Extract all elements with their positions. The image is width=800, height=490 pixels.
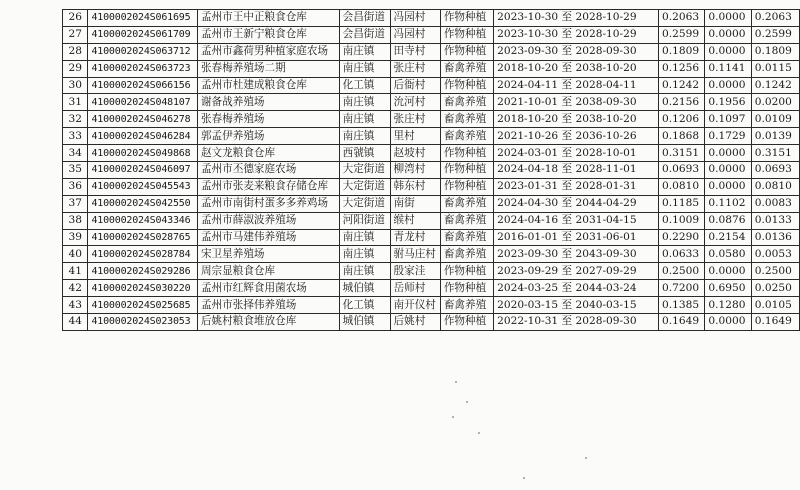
use-period-cell: 2023-09-30 至 2043-09-30 — [494, 246, 659, 263]
village-cell: 张庄村 — [390, 111, 440, 128]
project-name-cell: 孟州市薛淑波养殖场 — [197, 212, 339, 229]
table-row — [63, 60, 800, 77]
area-value-2-cell: 0.0876 — [705, 212, 751, 229]
area-value-3-cell: 0.0200 — [751, 94, 799, 111]
town-cell: 南庄镇 — [339, 263, 390, 280]
table-row — [63, 297, 800, 314]
parcel-code-cell: 4100002024S045543 — [88, 178, 197, 195]
parcel-code-cell: 4100002024S025685 — [88, 297, 197, 314]
area-value-2-cell: 0.1729 — [705, 128, 751, 145]
use-period-cell: 2018-10-20 至 2038-10-20 — [494, 60, 659, 77]
total-area-cell: 0.0633 — [659, 246, 705, 263]
area-value-3-cell: 0.0105 — [751, 297, 799, 314]
area-value-2-cell: 0.1956 — [705, 94, 751, 111]
table-row — [63, 26, 800, 43]
table-row — [63, 43, 800, 60]
area-value-2-cell: 0.1097 — [705, 111, 751, 128]
use-type-cell: 作物种植 — [440, 77, 493, 94]
use-type-cell: 作物种植 — [440, 314, 493, 331]
total-area-cell: 0.1256 — [659, 60, 705, 77]
project-name-cell: 后姚村粮食堆放仓库 — [197, 314, 339, 331]
town-cell: 南庄镇 — [339, 60, 390, 77]
total-area-cell: 0.1242 — [659, 77, 705, 94]
project-name-cell: 孟州市王新宁粮食仓库 — [197, 26, 339, 43]
table-row — [63, 178, 800, 195]
table-row — [63, 111, 800, 128]
use-period-cell: 2023-09-29 至 2027-09-29 — [494, 263, 659, 280]
town-cell: 南庄镇 — [339, 111, 390, 128]
parcel-code-cell: 4100002024S046278 — [88, 111, 197, 128]
table-row — [63, 280, 800, 297]
area-value-2-cell: 0.1141 — [705, 60, 751, 77]
scan-speck — [585, 457, 587, 459]
scan-speck — [466, 401, 468, 403]
town-cell: 城伯镇 — [339, 280, 390, 297]
project-name-cell: 孟州市张择伟养殖场 — [197, 297, 339, 314]
row-number-cell: 28 — [63, 43, 88, 60]
town-cell: 城伯镇 — [339, 314, 390, 331]
table-row — [63, 229, 800, 246]
row-number-cell: 41 — [63, 263, 88, 280]
use-period-cell: 2023-09-30 至 2028-09-30 — [494, 43, 659, 60]
row-number-cell: 43 — [63, 297, 88, 314]
village-cell: 韩东村 — [390, 178, 440, 195]
table-row — [63, 77, 800, 94]
parcel-code-cell: 4100002024S063712 — [88, 43, 197, 60]
row-number-cell: 29 — [63, 60, 88, 77]
town-cell: 西虢镇 — [339, 145, 390, 162]
use-period-cell: 2024-04-30 至 2044-04-29 — [494, 195, 659, 212]
use-period-cell: 2021-10-26 至 2036-10-26 — [494, 128, 659, 145]
parcel-code-cell: 4100002024S030220 — [88, 280, 197, 297]
use-period-cell: 2024-04-18 至 2028-11-01 — [494, 162, 659, 179]
area-value-3-cell: 0.3151 — [751, 145, 799, 162]
village-cell: 田寺村 — [390, 43, 440, 60]
area-value-2-cell: 0.0000 — [705, 314, 751, 331]
project-name-cell: 孟州市丕德家庭农场 — [197, 162, 339, 179]
area-value-2-cell: 0.0000 — [705, 43, 751, 60]
project-name-cell: 宋卫星养殖场 — [197, 246, 339, 263]
area-value-2-cell: 0.0000 — [705, 145, 751, 162]
area-value-3-cell: 0.0139 — [751, 128, 799, 145]
use-type-cell: 畜禽养殖 — [440, 111, 493, 128]
village-cell: 后姚村 — [390, 314, 440, 331]
area-value-2-cell: 0.0000 — [705, 10, 751, 27]
total-area-cell: 0.2599 — [659, 26, 705, 43]
project-name-cell: 孟州市南街村蛋多多养鸡场 — [197, 195, 339, 212]
area-value-2-cell: 0.0000 — [705, 77, 751, 94]
parcel-code-cell: 4100002024S061695 — [88, 10, 197, 27]
area-value-2-cell: 0.0000 — [705, 178, 751, 195]
town-cell: 会昌街道 — [339, 10, 390, 27]
project-name-cell: 郭孟伊养殖场 — [197, 128, 339, 145]
area-value-2-cell: 0.0000 — [705, 162, 751, 179]
use-period-cell: 2023-10-30 至 2028-10-29 — [494, 10, 659, 27]
parcel-code-cell: 4100002024S048107 — [88, 94, 197, 111]
row-number-cell: 30 — [63, 77, 88, 94]
area-value-3-cell: 0.0115 — [751, 60, 799, 77]
use-period-cell: 2023-01-31 至 2028-01-31 — [494, 178, 659, 195]
use-type-cell: 作物种植 — [440, 43, 493, 60]
table-row — [63, 128, 800, 145]
parcel-code-cell: 4100002024S028784 — [88, 246, 197, 263]
parcel-code-cell: 4100002024S023053 — [88, 314, 197, 331]
area-value-2-cell: 0.1280 — [705, 297, 751, 314]
total-area-cell: 0.2500 — [659, 263, 705, 280]
table-body — [63, 10, 800, 331]
village-cell: 张庄村 — [390, 60, 440, 77]
use-period-cell: 2024-03-25 至 2044-03-24 — [494, 280, 659, 297]
area-value-2-cell: 0.1102 — [705, 195, 751, 212]
use-type-cell: 畜禽养殖 — [440, 297, 493, 314]
row-number-cell: 35 — [63, 162, 88, 179]
scan-speck — [523, 477, 525, 479]
total-area-cell: 0.2063 — [659, 10, 705, 27]
row-number-cell: 42 — [63, 280, 88, 297]
row-number-cell: 26 — [63, 10, 88, 27]
table-row — [63, 145, 800, 162]
total-area-cell: 0.1385 — [659, 297, 705, 314]
project-name-cell: 张春梅养殖场 — [197, 111, 339, 128]
total-area-cell: 0.2156 — [659, 94, 705, 111]
area-value-3-cell: 0.1809 — [751, 43, 799, 60]
total-area-cell: 0.1206 — [659, 111, 705, 128]
area-value-2-cell: 0.0000 — [705, 26, 751, 43]
town-cell: 南庄镇 — [339, 246, 390, 263]
parcel-code-cell: 4100002024S029286 — [88, 263, 197, 280]
total-area-cell: 0.1009 — [659, 212, 705, 229]
use-period-cell: 2023-10-30 至 2028-10-29 — [494, 26, 659, 43]
use-type-cell: 畜禽养殖 — [440, 229, 493, 246]
use-type-cell: 作物种植 — [440, 280, 493, 297]
total-area-cell: 0.0810 — [659, 178, 705, 195]
area-value-3-cell: 0.0109 — [751, 111, 799, 128]
village-cell: 驸马庄村 — [390, 246, 440, 263]
row-number-cell: 40 — [63, 246, 88, 263]
use-type-cell: 畜禽养殖 — [440, 212, 493, 229]
use-period-cell: 2024-03-01 至 2028-10-01 — [494, 145, 659, 162]
area-value-3-cell: 0.2063 — [751, 10, 799, 27]
use-period-cell: 2018-10-20 至 2038-10-20 — [494, 111, 659, 128]
scan-speck — [455, 381, 457, 383]
use-period-cell: 2022-10-31 至 2028-09-30 — [494, 314, 659, 331]
area-value-3-cell: 0.0133 — [751, 212, 799, 229]
village-cell: 赵坡村 — [390, 145, 440, 162]
parcel-code-cell: 4100002024S028765 — [88, 229, 197, 246]
row-number-cell: 27 — [63, 26, 88, 43]
village-cell: 柳湾村 — [390, 162, 440, 179]
project-name-cell: 孟州市马建伟养殖场 — [197, 229, 339, 246]
row-number-cell: 36 — [63, 178, 88, 195]
row-number-cell: 39 — [63, 229, 88, 246]
area-value-3-cell: 0.1649 — [751, 314, 799, 331]
village-cell: 缑村 — [390, 212, 440, 229]
town-cell: 会昌街道 — [339, 26, 390, 43]
village-cell: 南街 — [390, 195, 440, 212]
use-type-cell: 畜禽养殖 — [440, 195, 493, 212]
project-name-cell: 周宗显粮食仓库 — [197, 263, 339, 280]
row-number-cell: 31 — [63, 94, 88, 111]
town-cell: 河阳街道 — [339, 212, 390, 229]
use-type-cell: 畜禽养殖 — [440, 94, 493, 111]
area-value-3-cell: 0.0810 — [751, 178, 799, 195]
table-row — [63, 94, 800, 111]
parcel-code-cell: 4100002024S046284 — [88, 128, 197, 145]
use-period-cell: 2021-10-01 至 2038-09-30 — [494, 94, 659, 111]
village-cell: 冯园村 — [390, 26, 440, 43]
total-area-cell: 0.3151 — [659, 145, 705, 162]
project-name-cell: 谢备战养殖场 — [197, 94, 339, 111]
use-type-cell: 畜禽养殖 — [440, 60, 493, 77]
project-name-cell: 孟州市王中正粮食仓库 — [197, 10, 339, 27]
table-row — [63, 10, 800, 27]
project-name-cell: 张春梅养殖场二期 — [197, 60, 339, 77]
scan-speck — [452, 416, 454, 418]
project-name-cell: 孟州市红辉食用菌农场 — [197, 280, 339, 297]
scan-speck — [478, 432, 480, 434]
area-value-3-cell: 0.0693 — [751, 162, 799, 179]
row-number-cell: 44 — [63, 314, 88, 331]
row-number-cell: 38 — [63, 212, 88, 229]
village-cell: 青龙村 — [390, 229, 440, 246]
town-cell: 南庄镇 — [339, 94, 390, 111]
town-cell: 化工镇 — [339, 297, 390, 314]
village-cell: 南开仪村 — [390, 297, 440, 314]
table-row — [63, 314, 800, 331]
use-type-cell: 作物种植 — [440, 10, 493, 27]
area-value-3-cell: 0.0053 — [751, 246, 799, 263]
parcel-code-cell: 4100002024S066156 — [88, 77, 197, 94]
use-type-cell: 作物种植 — [440, 178, 493, 195]
village-cell: 沇河村 — [390, 94, 440, 111]
project-name-cell: 赵文龙粮食仓库 — [197, 145, 339, 162]
town-cell: 化工镇 — [339, 77, 390, 94]
parcel-code-cell: 4100002024S046097 — [88, 162, 197, 179]
town-cell: 大定街道 — [339, 178, 390, 195]
parcel-code-cell: 4100002024S061709 — [88, 26, 197, 43]
use-period-cell: 2024-04-16 至 2031-04-15 — [494, 212, 659, 229]
land-use-table — [62, 9, 800, 331]
village-cell: 冯园村 — [390, 10, 440, 27]
project-name-cell: 孟州市鑫荷男种植家庭农场 — [197, 43, 339, 60]
total-area-cell: 0.1809 — [659, 43, 705, 60]
table-row — [63, 263, 800, 280]
area-value-3-cell: 0.0250 — [751, 280, 799, 297]
area-value-2-cell: 0.0580 — [705, 246, 751, 263]
project-name-cell: 孟州市张麦来粮食存储仓库 — [197, 178, 339, 195]
area-value-3-cell: 0.2599 — [751, 26, 799, 43]
area-value-3-cell: 0.0083 — [751, 195, 799, 212]
village-cell: 岳师村 — [390, 280, 440, 297]
parcel-code-cell: 4100002024S043346 — [88, 212, 197, 229]
row-number-cell: 32 — [63, 111, 88, 128]
total-area-cell: 0.0693 — [659, 162, 705, 179]
row-number-cell: 37 — [63, 195, 88, 212]
town-cell: 大定街道 — [339, 195, 390, 212]
area-value-3-cell: 0.0136 — [751, 229, 799, 246]
use-period-cell: 2024-04-11 至 2028-04-11 — [494, 77, 659, 94]
village-cell: 殷家洼 — [390, 263, 440, 280]
town-cell: 南庄镇 — [339, 43, 390, 60]
row-number-cell: 33 — [63, 128, 88, 145]
area-value-3-cell: 0.1242 — [751, 77, 799, 94]
town-cell: 大定街道 — [339, 162, 390, 179]
area-value-2-cell: 0.6950 — [705, 280, 751, 297]
village-cell: 里村 — [390, 128, 440, 145]
use-period-cell: 2020-03-15 至 2040-03-15 — [494, 297, 659, 314]
total-area-cell: 0.1868 — [659, 128, 705, 145]
use-type-cell: 畜禽养殖 — [440, 246, 493, 263]
use-period-cell: 2016-01-01 至 2031-06-01 — [494, 229, 659, 246]
table-row — [63, 162, 800, 179]
table-row — [63, 246, 800, 263]
village-cell: 后衙村 — [390, 77, 440, 94]
use-type-cell: 畜禽养殖 — [440, 128, 493, 145]
parcel-code-cell: 4100002024S042550 — [88, 195, 197, 212]
town-cell: 南庄镇 — [339, 128, 390, 145]
area-value-2-cell: 0.0000 — [705, 263, 751, 280]
total-area-cell: 0.1649 — [659, 314, 705, 331]
town-cell: 南庄镇 — [339, 229, 390, 246]
use-type-cell: 作物种植 — [440, 263, 493, 280]
total-area-cell: 0.7200 — [659, 280, 705, 297]
row-number-cell: 34 — [63, 145, 88, 162]
use-type-cell: 作物种植 — [440, 26, 493, 43]
area-value-2-cell: 0.2154 — [705, 229, 751, 246]
table-row — [63, 195, 800, 212]
total-area-cell: 0.1185 — [659, 195, 705, 212]
project-name-cell: 孟州市杜建成粮食仓库 — [197, 77, 339, 94]
parcel-code-cell: 4100002024S063723 — [88, 60, 197, 77]
use-type-cell: 作物种植 — [440, 145, 493, 162]
use-type-cell: 作物种植 — [440, 162, 493, 179]
table-row — [63, 212, 800, 229]
parcel-code-cell: 4100002024S049868 — [88, 145, 197, 162]
area-value-3-cell: 0.2500 — [751, 263, 799, 280]
total-area-cell: 0.2290 — [659, 229, 705, 246]
